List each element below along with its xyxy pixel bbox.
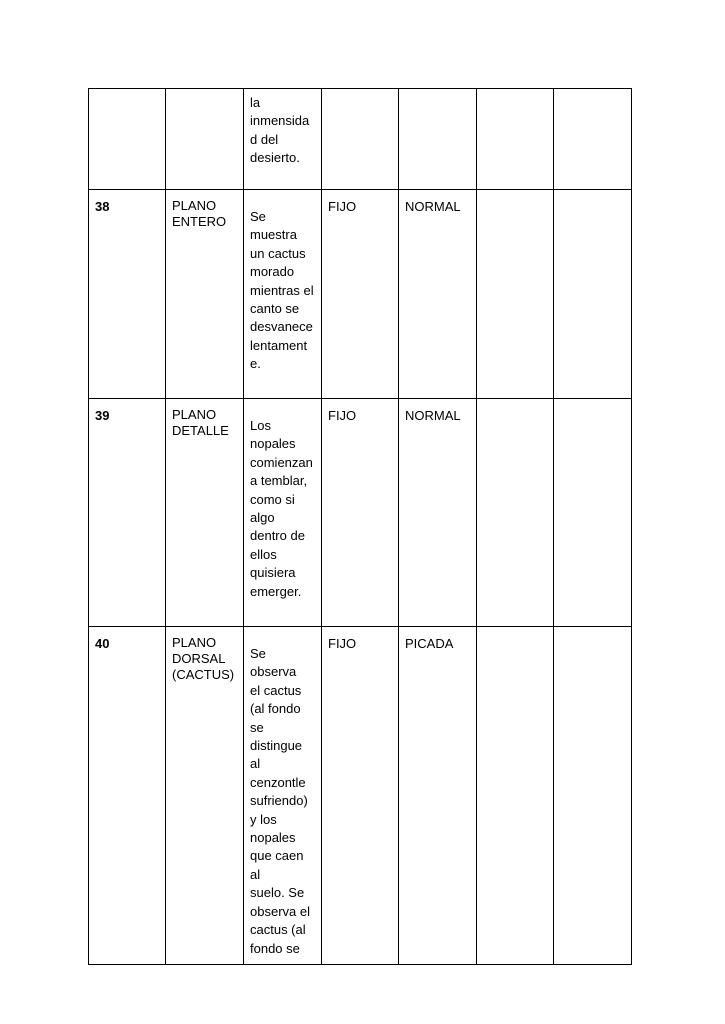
angle-cell: NORMAL bbox=[399, 190, 477, 399]
shot-cell bbox=[166, 89, 244, 190]
description-cell: Los nopales comienzan a temblar, como si algo dentro de ellos quisiera emerger. bbox=[244, 399, 322, 627]
table-row bbox=[89, 627, 632, 965]
shot-cell: PLANO DETALLE bbox=[166, 399, 244, 627]
movement-cell: FIJO bbox=[322, 399, 399, 627]
table-row bbox=[89, 190, 632, 399]
empty-cell bbox=[477, 190, 554, 399]
empty-cell bbox=[477, 399, 554, 627]
empty-cell bbox=[554, 399, 632, 627]
description-cell: la inmensida d del desierto. bbox=[244, 89, 322, 190]
number-cell: 40 bbox=[89, 627, 166, 965]
number-cell bbox=[89, 89, 166, 190]
movement-cell: FIJO bbox=[322, 627, 399, 965]
table-row bbox=[89, 89, 632, 190]
movement-cell bbox=[322, 89, 399, 190]
movement-cell: FIJO bbox=[322, 190, 399, 399]
empty-cell bbox=[554, 190, 632, 399]
shot-cell: PLANO DORSAL (CACTUS) bbox=[166, 627, 244, 965]
empty-cell bbox=[477, 89, 554, 190]
table-row bbox=[89, 399, 632, 627]
number-cell: 39 bbox=[89, 399, 166, 627]
angle-cell bbox=[399, 89, 477, 190]
shot-cell: PLANO ENTERO bbox=[166, 190, 244, 399]
description-cell: Se observa el cactus (al fondo se distingue al cenzontle sufriendo) y los nopales que caen al suelo. Se observa el cactus (al fondo se bbox=[244, 627, 322, 965]
empty-cell bbox=[477, 627, 554, 965]
angle-cell: NORMAL bbox=[399, 399, 477, 627]
angle-cell: PICADA bbox=[399, 627, 477, 965]
description-cell: Se muestra un cactus morado mientras el canto se desvanece lentament e. bbox=[244, 190, 322, 399]
empty-cell bbox=[554, 89, 632, 190]
empty-cell bbox=[554, 627, 632, 965]
shot-list-table bbox=[88, 88, 632, 965]
number-cell: 38 bbox=[89, 190, 166, 399]
